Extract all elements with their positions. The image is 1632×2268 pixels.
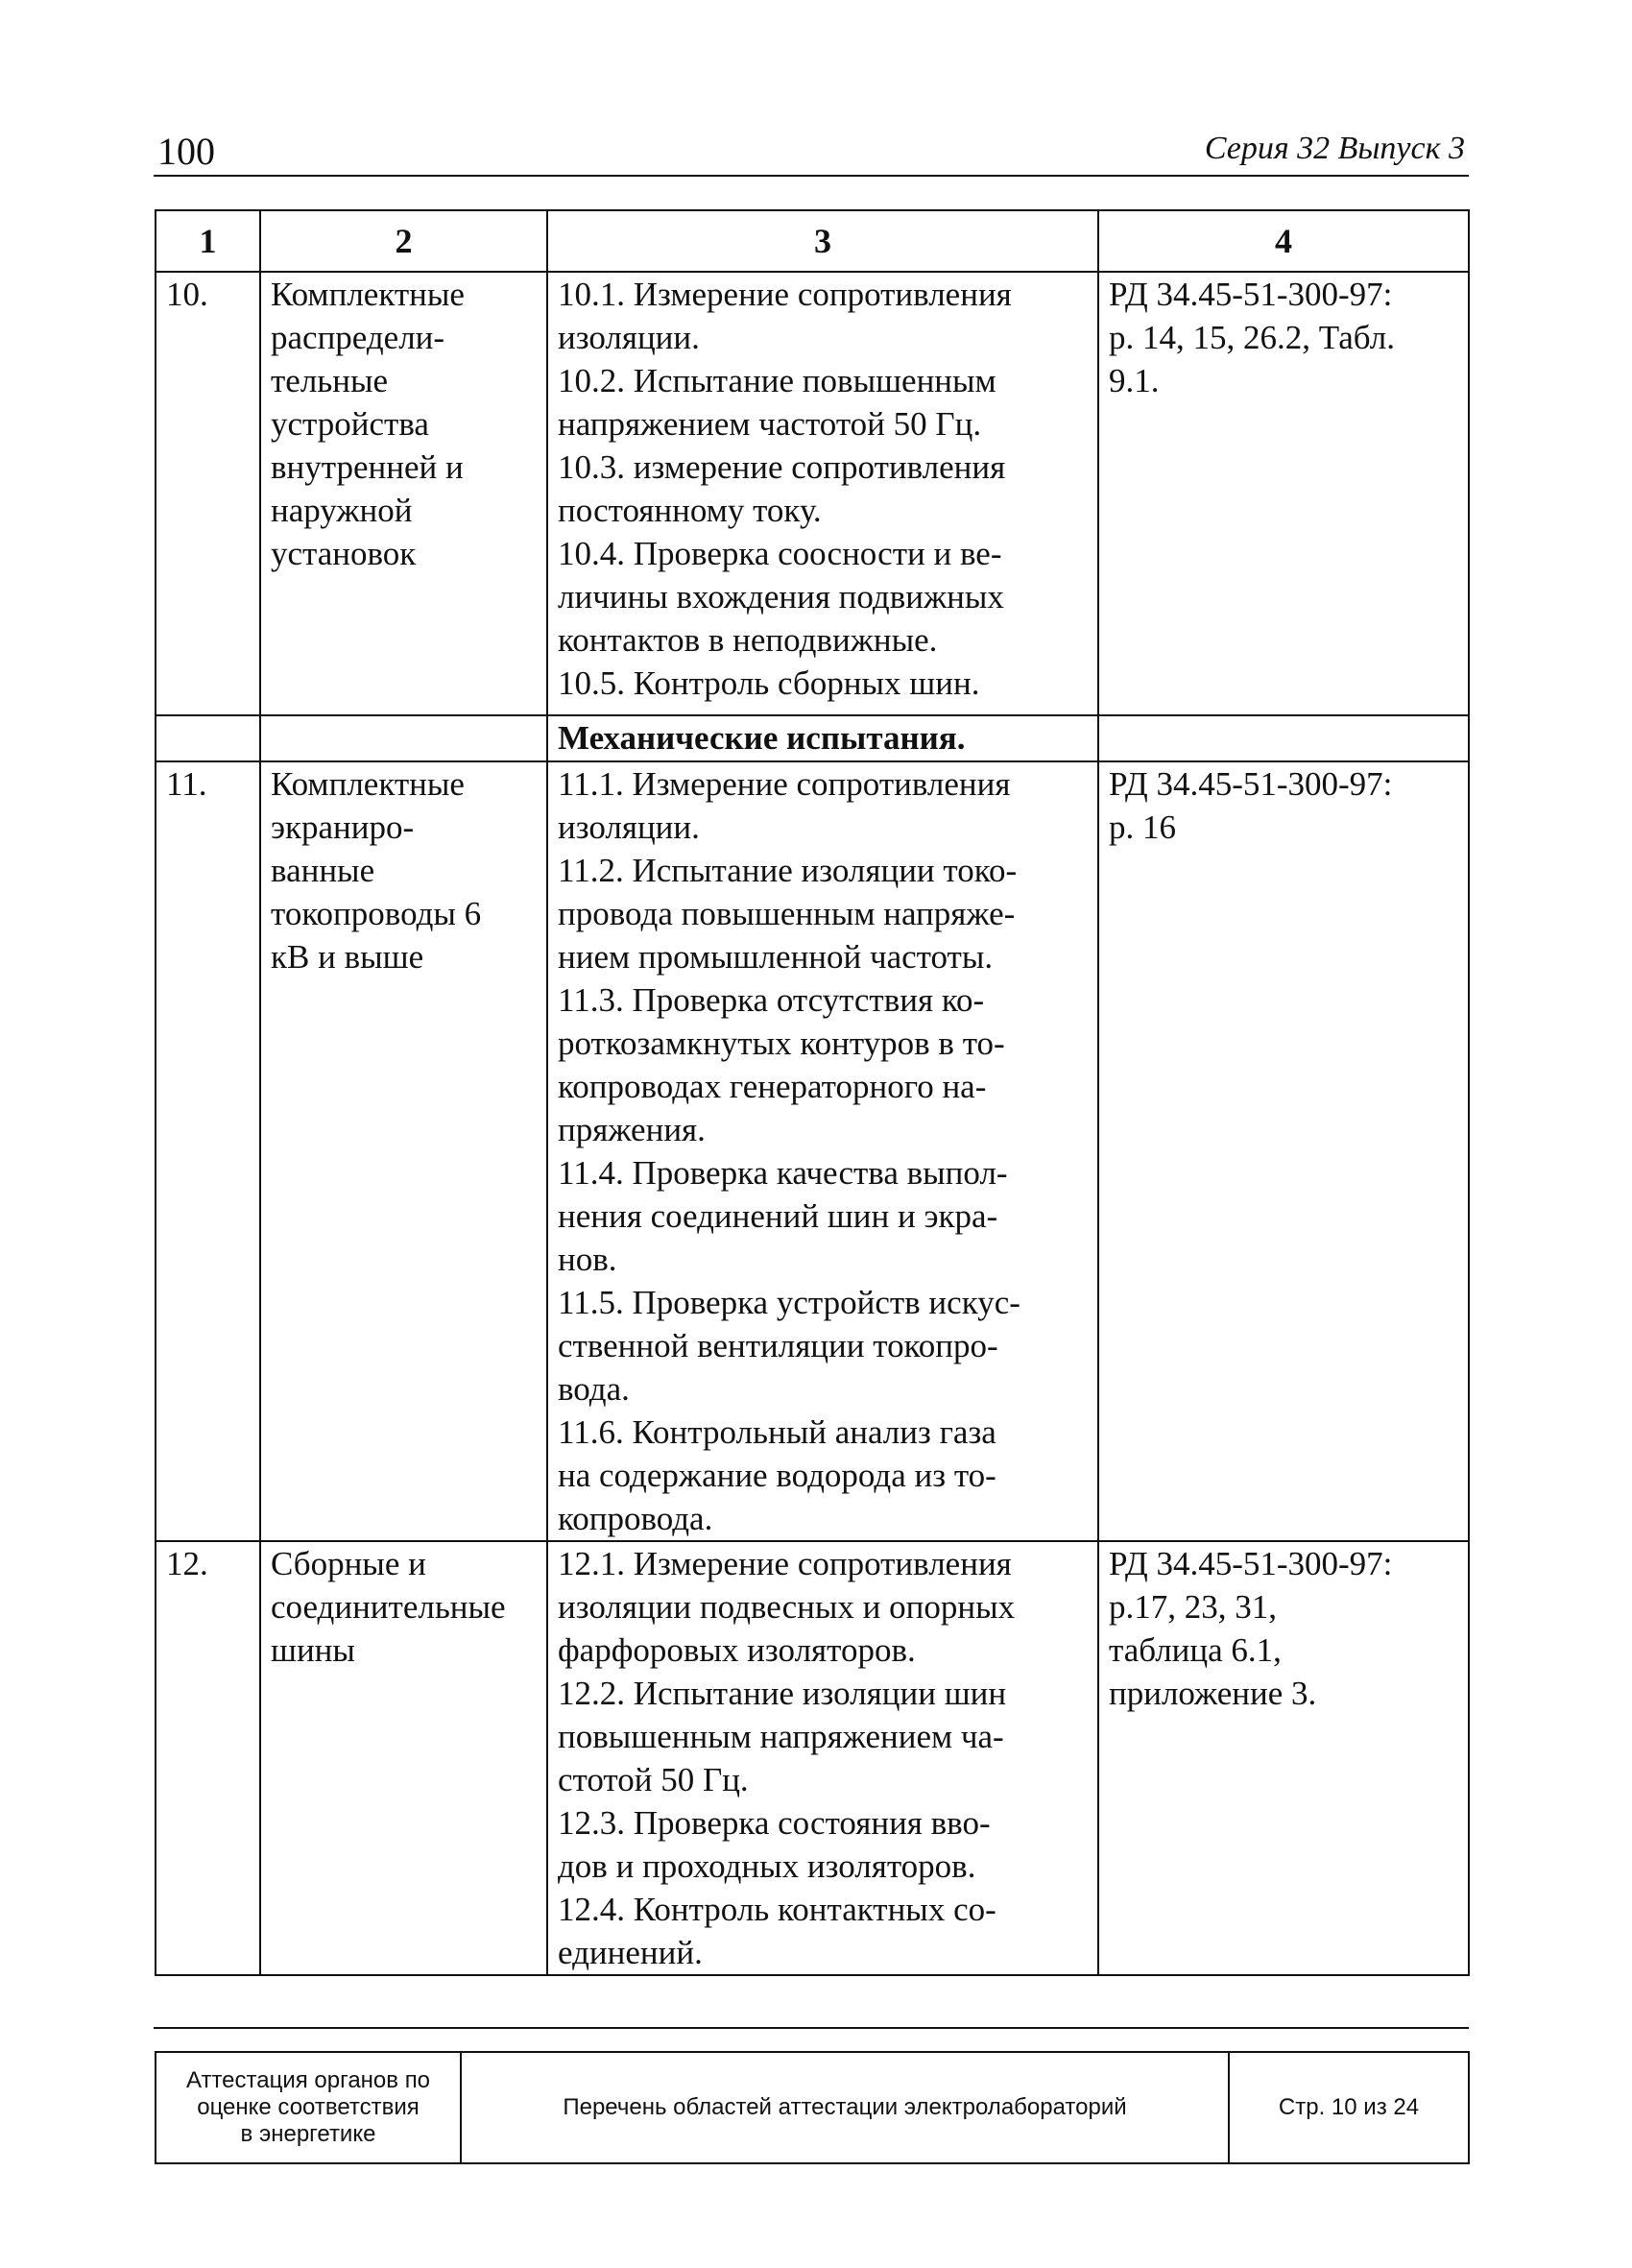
test-line: контактов в неподвижные. [558,621,938,659]
reference-cell [1098,1541,1469,1975]
column-header: 3 [547,210,1098,272]
equipment-name-line: распредели- [271,319,445,356]
section-label-cell [547,715,1098,761]
empty-cell [1098,715,1469,761]
equipment-name-line: соединительные [271,1588,506,1626]
empty-cell [156,715,260,761]
section-label: Механические испытания. [558,719,966,757]
test-line: нием промышленной частоты. [558,938,994,976]
test-line: стотой 50 Гц. [558,1761,749,1798]
footer-organization [156,2052,461,2163]
test-line: 11.4. Проверка качества выпол- [558,1154,1008,1192]
test-line: фарфоровых изоляторов. [558,1631,916,1669]
reference-line: р.17, 23, 31, [1109,1588,1277,1626]
equipment-name-line: внутренней и [271,448,464,486]
test-line: нения соединений шин и экра- [558,1197,998,1235]
empty-cell [260,715,547,761]
table-row [156,761,1469,1541]
equipment-name-cell [260,1541,547,1975]
reference-cell [1098,272,1469,715]
reference-line: РД 34.45-51-300-97: [1109,276,1393,313]
reference-line: таблица 6.1, [1109,1631,1282,1669]
equipment-name-cell [260,272,547,715]
row-number: 12. [166,1545,208,1582]
test-line: роткозамкнутых контуров в то- [558,1025,1005,1062]
test-line: изоляции. [558,808,700,846]
equipment-name-line: наружной [271,492,413,529]
equipment-name-line: тельные [271,362,389,399]
test-line: постоянному току. [558,492,822,529]
test-line: 11.6. Контрольный анализ газа [558,1413,996,1451]
test-line: вода. [558,1370,630,1408]
equipment-name-line: Комплектные [271,276,465,313]
test-line: 11.1. Измерение сопротивления [558,765,1011,803]
footer-org-line: Аттестация органов по [185,2067,431,2093]
test-line: 12.2. Испытание изоляции шин [558,1675,1007,1712]
equipment-name-line: токопроводы 6 [271,895,482,932]
reference-line: р. 14, 15, 26.2, Табл. [1109,319,1395,356]
reference-line: РД 34.45-51-300-97: [1109,765,1393,803]
test-line: 11.2. Испытание изоляции токо- [558,852,1018,889]
table-header-row [156,210,1469,272]
test-line: изоляции. [558,319,700,356]
page-header [154,123,1469,177]
test-line: 10.5. Контроль сборных шин. [558,664,980,702]
test-line: 12.3. Проверка состояния вво- [558,1804,991,1842]
column-header: 4 [1098,210,1469,272]
footer-page-count: Стр. 10 из 24 [1229,2052,1469,2163]
reference-line: РД 34.45-51-300-97: [1109,1545,1393,1582]
test-line: провода повышенным напряже- [558,895,1016,932]
test-line: нов. [558,1241,617,1278]
tests-cell [547,272,1098,715]
row-number: 10. [166,276,208,313]
equipment-name-line: устройства [271,405,429,443]
series-title: Серия 32 Выпуск 3 [1204,131,1465,166]
equipment-name-line: установок [271,535,417,572]
test-line: на содержание водорода из то- [558,1457,996,1494]
test-line: 10.3. измерение сопротивления [558,448,1006,486]
test-line: изоляции подвесных и опорных [558,1588,1016,1626]
table-row [156,1541,1469,1975]
test-line: 10.4. Проверка соосности и ве- [558,535,1002,572]
row-number: 11. [166,765,207,803]
reference-line: р. 16 [1109,808,1176,846]
test-line: 10.2. Испытание повышенным [558,362,996,399]
test-line: копровода. [558,1500,713,1537]
column-header: 2 [260,210,547,272]
test-line: напряжением частотой 50 Гц. [558,405,982,443]
test-line: 12.1. Измерение сопротивления [558,1545,1012,1582]
test-line: единений. [558,1934,703,1971]
row-number-cell [156,761,260,1541]
test-line: повышенным напряжением ча- [558,1718,1004,1755]
equipment-name-line: Комплектные [271,765,465,803]
test-line: 11.5. Проверка устройств искус- [558,1284,1020,1321]
table-row [156,272,1469,715]
test-line: копроводах генераторного на- [558,1068,987,1105]
equipment-name-line: экраниро- [271,808,415,846]
equipment-name-line: Сборные и [271,1545,426,1582]
equipment-name-line: кВ и выше [271,938,424,976]
footer-org-line: оценке соответствия [197,2094,420,2120]
test-line: 12.4. Контроль контактных со- [558,1891,996,1928]
reference-line: приложение 3. [1109,1675,1317,1712]
footer-document-title: Перечень областей аттестации электролабораторий [461,2052,1229,2163]
column-header: 1 [156,210,260,272]
attestation-table [155,209,1470,1976]
footer-org-line: в энергетике [240,2121,376,2147]
equipment-name-cell [260,761,547,1541]
footer-row [156,2052,1469,2163]
test-line: 11.3. Проверка отсутствия ко- [558,981,985,1019]
row-number-cell [156,1541,260,1975]
mechanical-tests-row [156,715,1469,761]
test-line: 10.1. Измерение сопротивления [558,276,1012,313]
test-line: пряжения. [558,1111,706,1148]
equipment-name-line: шины [271,1631,355,1669]
page-number: 100 [157,130,215,173]
reference-line: 9.1. [1109,362,1160,399]
reference-cell [1098,761,1469,1541]
footer-divider [154,2027,1469,2029]
tests-cell [547,761,1098,1541]
row-number-cell [156,272,260,715]
test-line: личины вхождения подвижных [558,578,1004,615]
equipment-name-line: ванные [271,852,375,889]
test-line: ственной вентиляции токопро- [558,1327,998,1364]
test-line: дов и проходных изоляторов. [558,1847,976,1885]
tests-cell [547,1541,1098,1975]
footer-table [155,2051,1470,2164]
